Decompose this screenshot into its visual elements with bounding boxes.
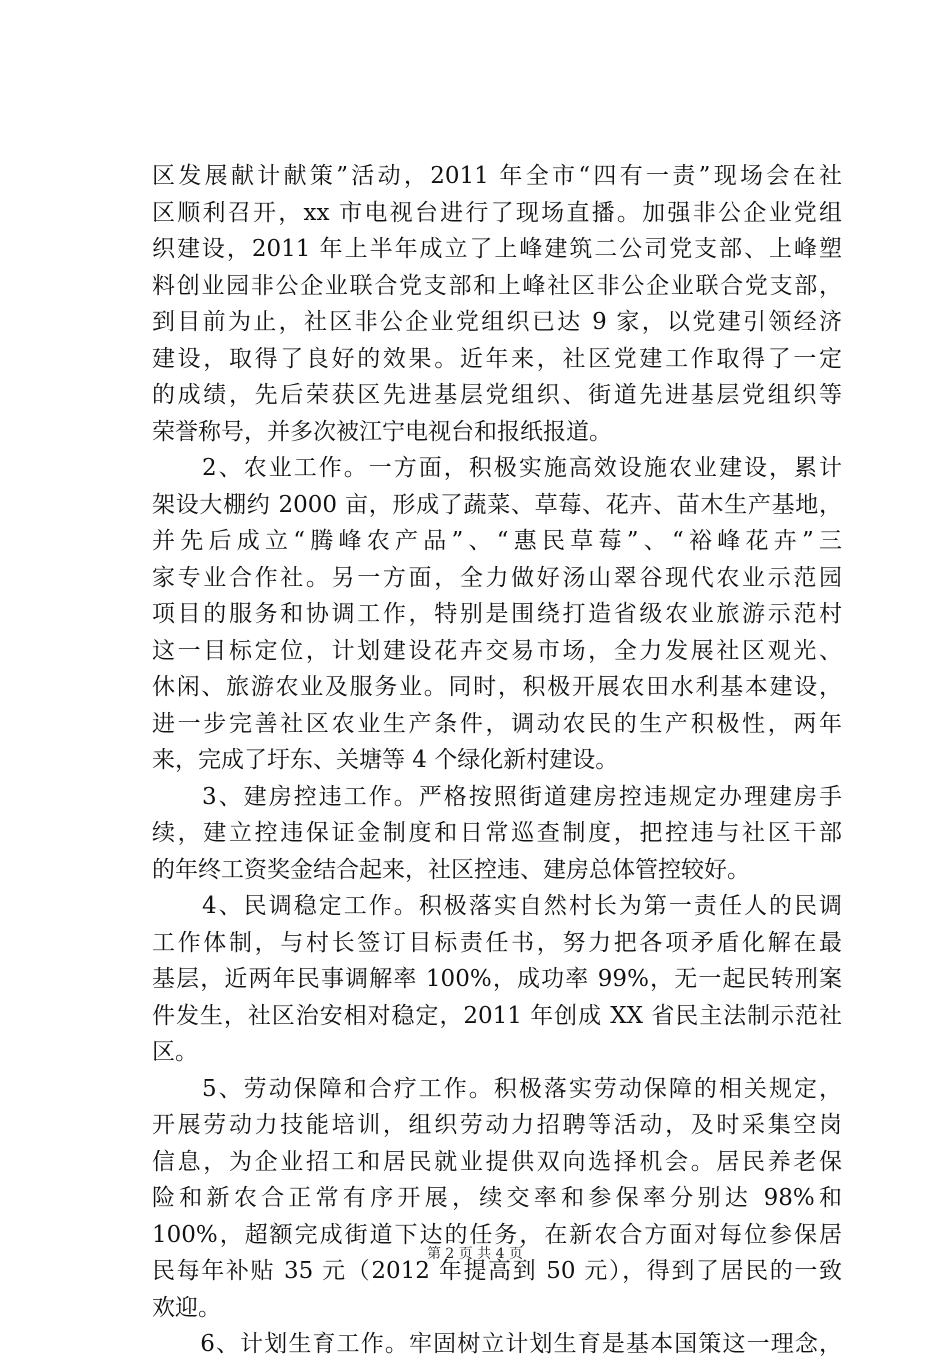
text-line: 基层，近两年民事调解率 100%，成功率 99%，无一起民转刑案 — [152, 966, 842, 992]
text-line: 进一步完善社区农业生产条件，调动农民的生产积极性，两年 — [152, 710, 842, 737]
text-line: 并先后成立“腾峰农产品”、“惠民草莓”、“裕峰花卉”三 — [152, 528, 842, 554]
text-line: 料创业园非公企业联合党支部和上峰社区非公企业联合党支部， — [152, 272, 842, 299]
text-line: 2、农业工作。一方面，积极实施高效设施农业建设，累计 — [152, 455, 842, 481]
text-line: 这一目标定位，计划建设花卉交易市场，全力发展社区观光、 — [152, 637, 842, 664]
text-line: 荣誉称号，并多次被江宁电视台和报纸报道。 — [152, 418, 612, 445]
text-line: 件发生，社区治安相对稳定，2011 年创成 XX 省民主法制示范社 — [152, 1002, 842, 1029]
text-line: 架设大棚约 2000 亩，形成了蔬菜、草莓、花卉、苗木生产基地， — [152, 491, 842, 518]
text-line: 欢迎。 — [152, 1294, 221, 1321]
text-line: 区顺利召开，xx 市电视台进行了现场直播。加强非公企业党组 — [152, 199, 842, 226]
text-line: 民每年补贴 35 元（2012 年提高到 50 元），得到了居民的一致 — [152, 1258, 842, 1284]
text-line: 区。 — [152, 1039, 198, 1065]
text-line: 建设，取得了良好的效果。近年来，社区党建工作取得了一定 — [152, 345, 842, 372]
text-line: 100%，超额完成街道下达的任务，在新农合方面对每位参保居 — [152, 1221, 842, 1248]
text-line: 到目前为止，社区非公企业党组织已达 9 家，以党建引领经济 — [152, 309, 842, 335]
text-line: 工作体制，与村长签订目标责任书，努力把各项矛盾化解在最 — [152, 929, 842, 956]
page-footer: 第 2 页 共 4 页 — [426, 1246, 524, 1262]
text-line: 3、建房控违工作。严格按照街道建房控违规定办理建房手 — [152, 783, 842, 810]
text-line: 开展劳动力技能培训，组织劳动力招聘等活动，及时采集空岗 — [152, 1112, 842, 1138]
text-line: 家专业合作社。另一方面，全力做好汤山翠谷现代农业示范园 — [152, 564, 842, 591]
text-line: 区发展献计献策”活动，2011 年全市“四有一责”现场会在社 — [152, 163, 842, 189]
text-line: 险和新农合正常有序开展，续交率和参保率分别达 98%和 — [152, 1185, 842, 1211]
text-line: 信息，为企业招工和居民就业提供双向选择机会。居民养老保 — [152, 1148, 842, 1175]
text-line: 5、劳动保障和合疗工作。积极落实劳动保障的相关规定， — [152, 1075, 842, 1102]
text-line: 来，完成了圩东、关塘等 4 个绿化新村建设。 — [152, 747, 619, 773]
text-line: 4、民调稳定工作。积极落实自然村长为第一责任人的民调 — [152, 893, 842, 919]
text-line: 续，建立控违保证金制度和日常巡查制度，把控违与社区干部 — [152, 820, 842, 846]
text-line: 项目的服务和协调工作，特别是围绕打造省级农业旅游示范村 — [152, 601, 842, 627]
text-line: 6、计划生育工作。牢固树立计划生育是基本国策这一理念， — [152, 1331, 842, 1357]
document-body — [152, 158, 842, 1363]
text-line: 的年终工资奖金结合起来，社区控违、建房总体管控较好。 — [152, 856, 750, 883]
text-line: 织建设，2011 年上半年成立了上峰建筑二公司党支部、上峰塑 — [152, 236, 842, 262]
text-line: 的成绩，先后荣获区先进基层党组织、街道先进基层党组织等 — [152, 382, 842, 408]
text-line: 休闲、旅游农业及服务业。同时，积极开展农田水利基本建设， — [152, 674, 842, 700]
